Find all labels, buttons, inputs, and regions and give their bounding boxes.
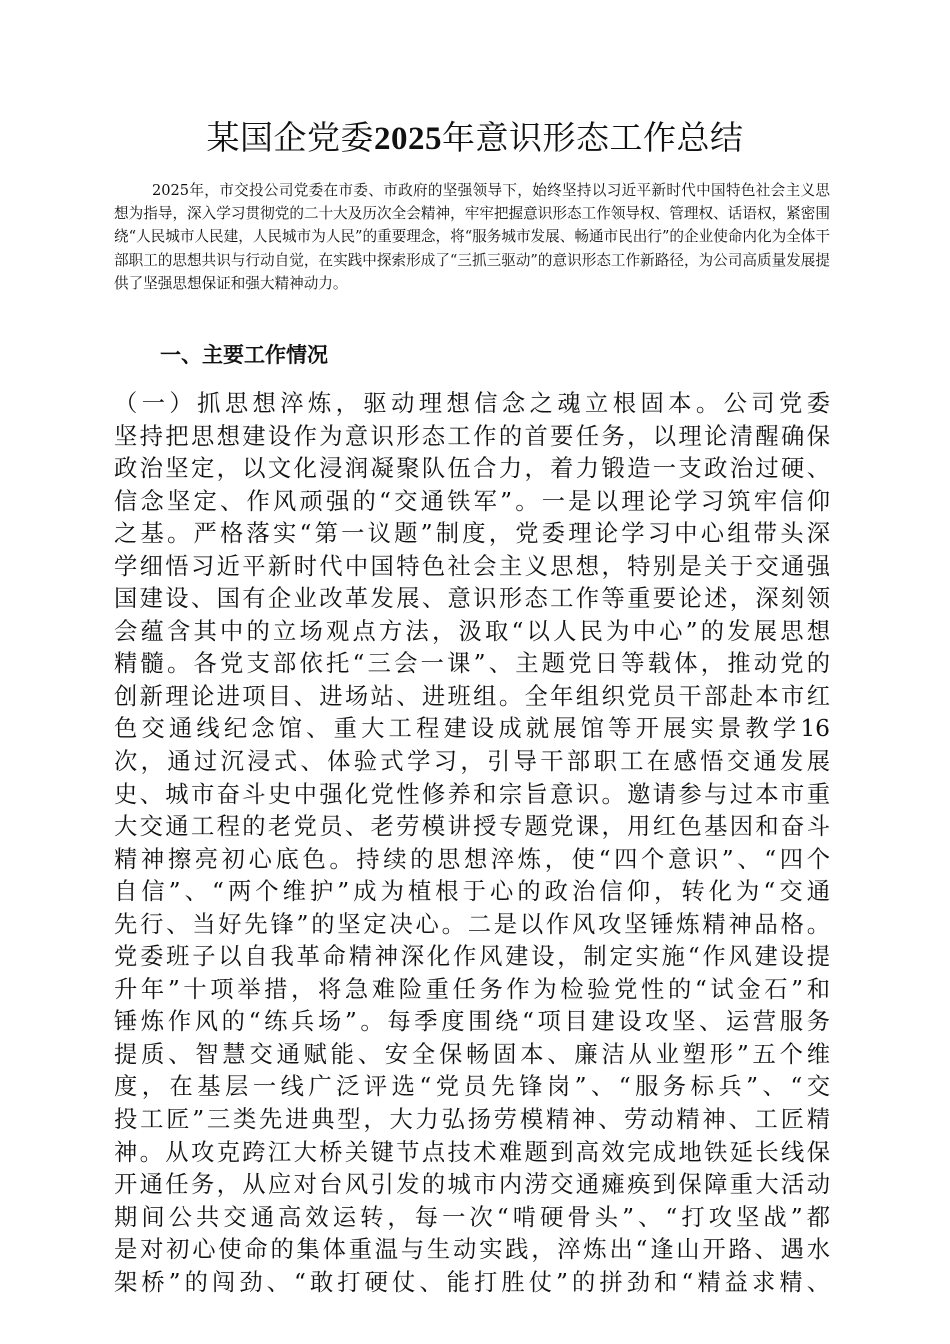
body-line: 国建设、国有企业改革发展、意识形态工作等重要论述，深刻领 xyxy=(114,585,830,613)
body-line: 投工匠”三类先进典型，大力弘扬劳模精神、劳动精神、工匠精 xyxy=(114,1106,830,1134)
body-line: 创新理论进项目、进场站、进班组。全年组织党员干部赴本市红 xyxy=(114,682,830,710)
body-paragraph xyxy=(114,388,830,1299)
body-line: 神。从攻克跨江大桥关键节点技术难题到高效完成地铁延长线保 xyxy=(114,1138,830,1166)
body-line: 之基。严格落实“第一议题”制度，党委理论学习中心组带头深 xyxy=(114,520,830,548)
body-line: （一）抓思想淬炼，驱动理想信念之魂立根固本。公司党委 xyxy=(114,390,830,417)
body-line: 次，通过沉浸式、体验式学习，引导干部职工在感悟交通发展 xyxy=(114,748,830,776)
title-year: 2025 xyxy=(374,121,442,157)
body-line: 先行、当好先锋”的坚定决心。二是以作风攻坚锤炼精神品格。 xyxy=(114,910,830,938)
body-line: 精髓。各党支部依托“三会一课”、主题党日等载体，推动党的 xyxy=(114,650,830,678)
body-line: 自信”、“两个维护”成为植根于心的政治信仰，转化为“交通 xyxy=(114,878,830,906)
body-line: 学细悟习近平新时代中国特色社会主义思想，特别是关于交通强 xyxy=(114,552,830,580)
body-line: 坚持把思想建设作为意识形态工作的首要任务，以理论清醒确保 xyxy=(114,422,830,450)
body-line: 期间公共交通高效运转，每一次“啃硬骨头”、“打攻坚战”都 xyxy=(114,1203,830,1231)
body-line: 开通任务，从应对台风引发的城市内涝交通瘫痪到保障重大活动 xyxy=(114,1171,830,1199)
body-line: 大交通工程的老党员、老劳模讲授专题党课，用红色基因和奋斗 xyxy=(114,813,830,841)
body-line: 会蕴含其中的立场观点方法，汲取“以人民为中心”的发展思想 xyxy=(114,617,830,645)
body-line: 党委班子以自我革命精神深化作风建设，制定实施“作风建设提 xyxy=(114,943,830,971)
body-line: 史、城市奋斗史中强化党性修养和宗旨意识。邀请参与过本市重 xyxy=(114,780,830,808)
title-prefix: 某国企党委 xyxy=(206,118,374,157)
body-line: 精神擦亮初心底色。持续的思想淬炼，使“四个意识”、“四个 xyxy=(114,845,830,873)
body-line: 锤炼作风的“练兵场”。每季度围绕“项目建设攻坚、运营服务 xyxy=(114,1008,830,1036)
body-line: 是对初心使命的集体重温与生动实践，淬炼出“逢山开路、遇水 xyxy=(114,1236,830,1264)
body-line: 架桥”的闯劲、“敢打硬仗、能打胜仗”的拼劲和“精益求精、 xyxy=(114,1268,830,1296)
intro-paragraph: 2025年，市交投公司党委在市委、市政府的坚强领导下，始终坚持以习近平新时代中国特色社会主义思想为指导，深入学习贯彻党的二十大及历次全会精神，牢牢把握意识形态工作领导权、管理权、话语权，紧密围绕“人民城市人民建，人民城市为人民”的重要理念，将“服务城市发展、畅通市民出行”的企业使命内化为全体干部职工的思想共识与行动自觉，在实践中探索形成了“三抓三驱动”的意识形态工作新路径，为公司高质量发展提供了坚强思想保证和强大精神动力。 xyxy=(114,182,830,292)
body-line: 政治坚定，以文化浸润凝聚队伍合力，着力锻造一支政治过硬、 xyxy=(114,455,830,483)
document-title xyxy=(0,112,950,165)
body-line: 色交通线纪念馆、重大工程建设成就展馆等开展实景教学16 xyxy=(114,715,830,743)
body-line: 度，在基层一线广泛评选“党员先锋岗”、“服务标兵”、“交 xyxy=(114,1073,830,1101)
body-line: 提质、智慧交通赋能、安全保畅固本、廉洁从业塑形”五个维 xyxy=(114,1040,830,1068)
section-heading: 一、主要工作情况 xyxy=(160,343,328,367)
body-line: 升年”十项举措，将急难险重任务作为检验党性的“试金石”和 xyxy=(114,975,830,1003)
body-line: 信念坚定、作风顽强的“交通铁军”。一是以理论学习筑牢信仰 xyxy=(114,487,830,515)
title-suffix: 年意识形态工作总结 xyxy=(442,118,744,157)
